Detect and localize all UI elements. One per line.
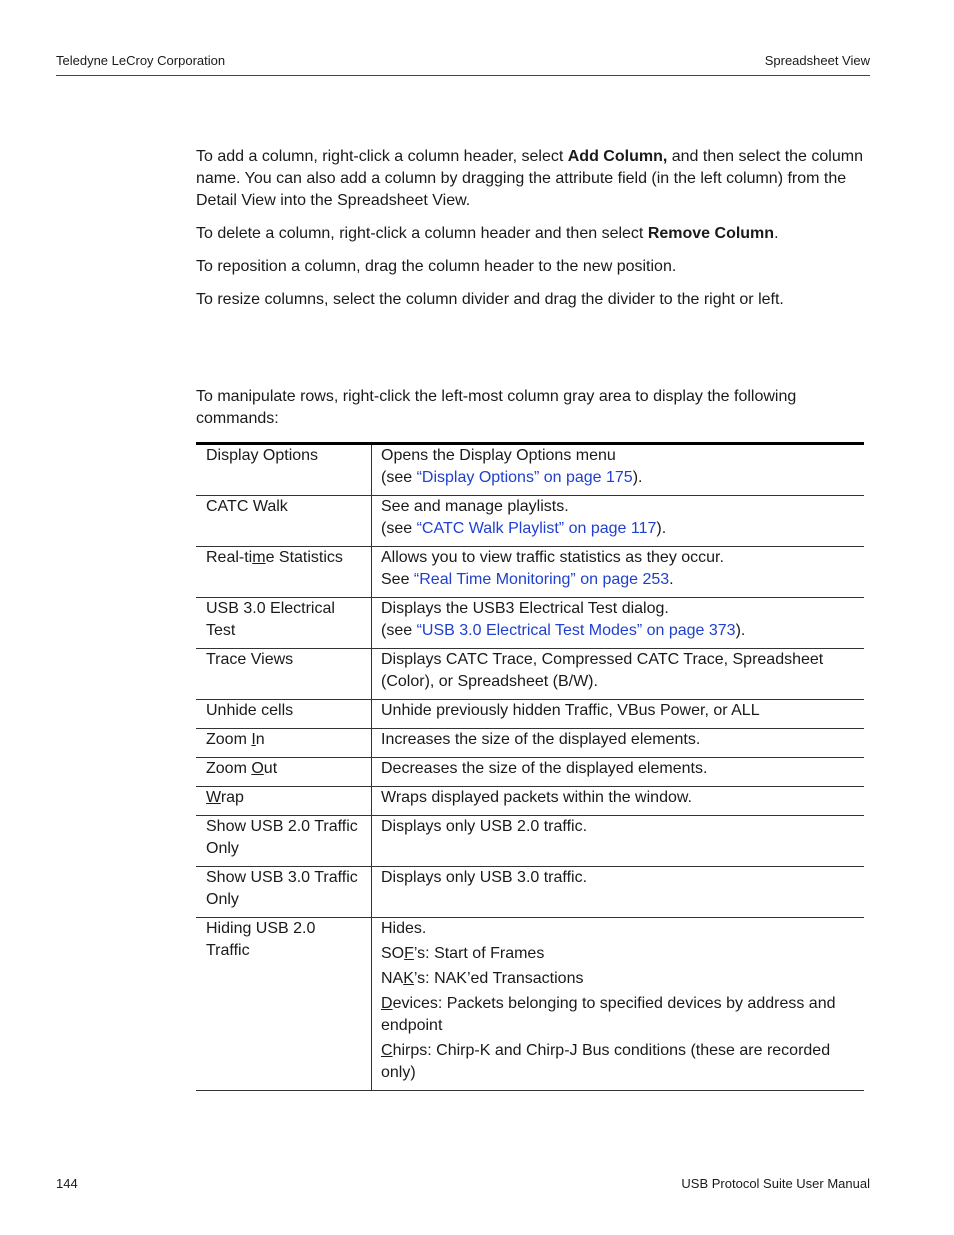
command-name: Hiding USB 2.0 Traffic — [196, 918, 372, 1091]
table-row — [196, 649, 864, 700]
table-row — [196, 496, 864, 547]
command-description: Decreases the size of the displayed elements. — [372, 758, 865, 787]
cross-reference-link[interactable]: “USB 3.0 Electrical Test Modes” on page 373 — [416, 622, 736, 639]
table-row — [196, 867, 864, 918]
table-row — [196, 758, 864, 787]
command-name: Display Options — [196, 444, 372, 496]
command-description: Increases the size of the displayed elements. — [372, 729, 865, 758]
commands-table — [196, 442, 864, 1091]
command-name: Show USB 3.0 Traffic Only — [196, 867, 372, 918]
table-row — [196, 816, 864, 867]
rows-intro-paragraph: To manipulate rows, right-click the left-most column gray area to display the following commands: — [196, 388, 797, 427]
command-description: Displays only USB 3.0 traffic. — [372, 867, 865, 918]
manual-title: USB Protocol Suite User Manual — [681, 1176, 870, 1191]
command-name: Zoom Out — [196, 758, 372, 787]
delete-column-paragraph: To delete a column, right-click a column header and then select Remove Column. — [196, 225, 779, 242]
command-description: Displays the USB3 Electrical Test dialog. (see “USB 3.0 Electrical Test Modes” on page 373). — [372, 598, 865, 649]
command-description: Displays only USB 2.0 traffic. — [372, 816, 865, 867]
page-number: 144 — [56, 1176, 78, 1191]
table-row — [196, 547, 864, 598]
table-row — [196, 598, 864, 649]
command-description: Hides. SOF’s: Start of Frames NAK’s: NAK’ed Transactions Devices: Packets belonging to specified devices by address and endpoint Chirps: Chirp-K and Chirp-J Bus conditions (these are recorded only) — [372, 918, 865, 1091]
command-name: Real-time Statistics — [196, 547, 372, 598]
command-description: Opens the Display Options menu (see “Display Options” on page 175). — [372, 444, 865, 496]
command-name: Zoom In — [196, 729, 372, 758]
table-row — [196, 787, 864, 816]
command-name: CATC Walk — [196, 496, 372, 547]
page-content — [196, 146, 864, 1091]
table-row — [196, 729, 864, 758]
command-name: Unhide cells — [196, 700, 372, 729]
add-column-paragraph: To add a column, right-click a column header, select Add Column, and then select the column name. You can also add a column by dragging the attribute field (in the left column) from the Detail View into the Spreadsheet View. — [196, 148, 863, 209]
table-row — [196, 918, 864, 1091]
resize-paragraph: To resize columns, select the column divider and drag the divider to the right or left. — [196, 291, 784, 308]
cross-reference-link[interactable]: “Real Time Monitoring” on page 253 — [413, 571, 670, 588]
command-name: Trace Views — [196, 649, 372, 700]
command-description: Unhide previously hidden Traffic, VBus Power, or ALL — [372, 700, 865, 729]
command-name: USB 3.0 Electrical Test — [196, 598, 372, 649]
page-header — [56, 53, 870, 76]
header-company: Teledyne LeCroy Corporation — [56, 53, 226, 68]
cross-reference-link[interactable]: “CATC Walk Playlist” on page 117 — [416, 520, 657, 537]
command-description: See and manage playlists. (see “CATC Walk Playlist” on page 117). — [372, 496, 865, 547]
command-name: Wrap — [196, 787, 372, 816]
header-section: Spreadsheet View — [764, 53, 870, 68]
cross-reference-link[interactable]: “Display Options” on page 175 — [416, 469, 633, 486]
command-description: Displays CATC Trace, Compressed CATC Trace, Spreadsheet (Color), or Spreadsheet (B/W). — [372, 649, 865, 700]
table-row — [196, 444, 864, 496]
table-row — [196, 700, 864, 729]
command-name: Show USB 2.0 Traffic Only — [196, 816, 372, 867]
command-description: Wraps displayed packets within the window. — [372, 787, 865, 816]
command-description: Allows you to view traffic statistics as they occur. See “Real Time Monitoring” on page 253. — [372, 547, 865, 598]
reposition-paragraph: To reposition a column, drag the column header to the new position. — [196, 258, 677, 275]
